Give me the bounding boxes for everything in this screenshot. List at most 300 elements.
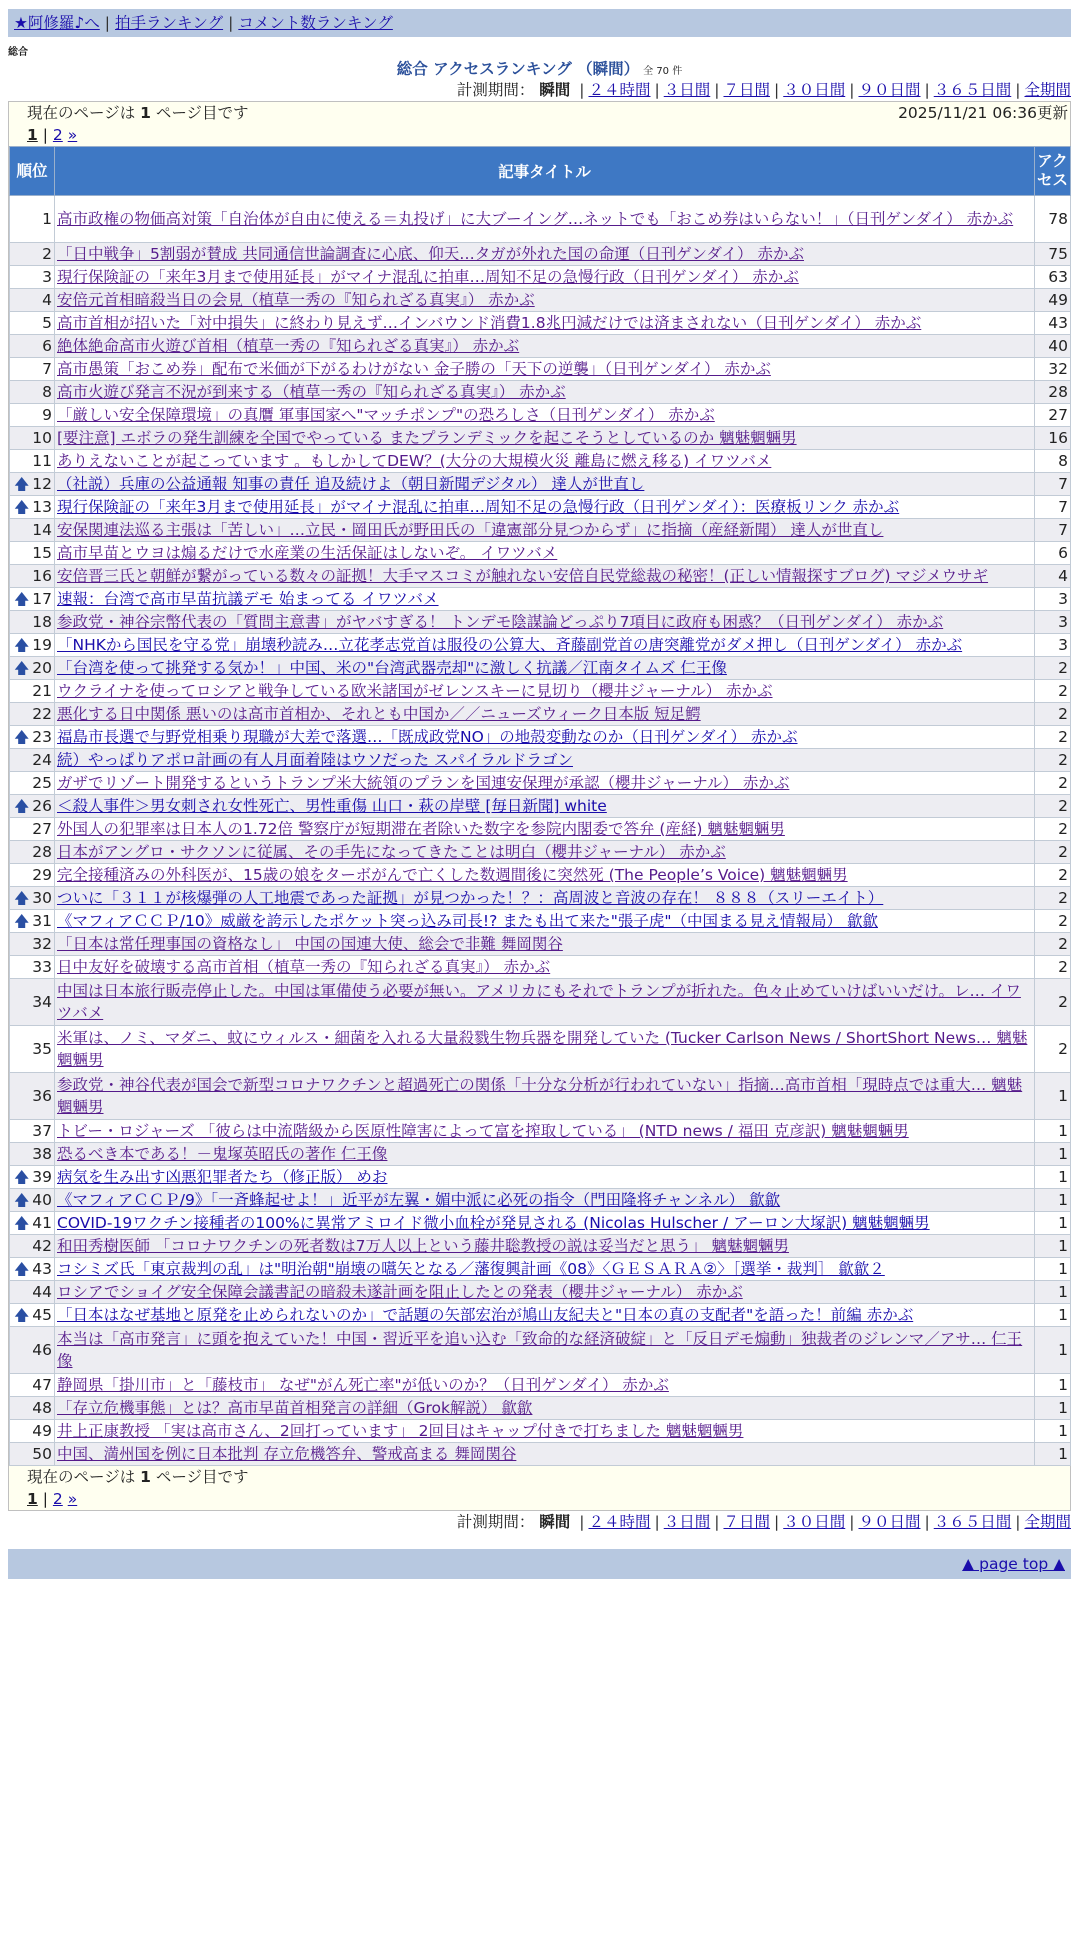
article-link[interactable]: 高市火遊び発言不況が到来する（植草一秀の『知られざる真実』） 赤かぶ [57, 383, 566, 401]
rank-cell [10, 496, 55, 519]
table-row [10, 496, 1071, 519]
title-cell [55, 841, 1035, 864]
rank-cell [10, 243, 55, 266]
table-row [10, 358, 1071, 381]
period-separator: | [654, 81, 660, 99]
article-link[interactable]: 「厳しい安全保障環境」の真贋 軍事国家へ"マッチポンプ"の恐ろしさ（日刊ゲンダイ） 赤かぶ [57, 406, 715, 424]
article-link[interactable]: 現行保険証の「来年3月まで使用延長」がマイナ混乱に拍車…周知不足の急慢行政（日刊ゲンダイ）：医療板リンク 赤かぶ [57, 498, 900, 516]
title-cell [55, 1281, 1035, 1304]
rank-number: 28 [32, 843, 52, 861]
rank-cell [10, 703, 55, 726]
table-row [10, 703, 1071, 726]
article-link[interactable]: 速報：台湾で高市早苗抗議デモ 始まってる イワツバメ [57, 590, 439, 608]
pager-next[interactable]: » [67, 126, 78, 144]
article-link[interactable]: 現行保険証の「来年3月まで使用延長」がマイナ混乱に拍車…周知不足の急慢行政（日刊ゲンダイ） 赤かぶ [57, 268, 799, 286]
period-selector-top [8, 79, 1071, 101]
rank-number: 3 [42, 268, 52, 286]
rank-number: 6 [42, 337, 52, 355]
access-count: 43 [1035, 312, 1071, 335]
pager-separator: | [42, 126, 48, 144]
rank-cell [10, 795, 55, 818]
access-count: 8 [1035, 450, 1071, 473]
rank-up-arrow-icon: 🡅 [14, 1306, 30, 1324]
title-cell [55, 1143, 1035, 1166]
access-count: 2 [1035, 979, 1071, 1026]
rank-cell [10, 335, 55, 358]
table-row [10, 1235, 1071, 1258]
rank-cell [10, 910, 55, 933]
article-link[interactable]: 外国人の犯罪率は日本人の1.72倍 警察庁が短期滞在者除いた数字を参院内閣委で答弁 (産経) 魑魅魍魎男 [57, 820, 785, 838]
table-row [10, 726, 1071, 749]
article-link[interactable]: ＜殺人事件＞男女刺され女性死亡、男性重傷 山口・萩の岸壁 [毎日新聞] white [57, 797, 607, 815]
title-cell [55, 1258, 1035, 1281]
ranking-table [9, 146, 1071, 1466]
period-separator: | [714, 1513, 720, 1531]
page-title: 総合 アクセスランキング （瞬間） [396, 60, 640, 78]
rank-cell [10, 611, 55, 634]
access-count: 3 [1035, 588, 1071, 611]
title-cell [55, 289, 1035, 312]
rank-cell [10, 588, 55, 611]
article-link[interactable]: 「日本は常任理事国の資格なし」 中国の国連大使、総会で非難 舞岡関谷 [57, 935, 563, 953]
period-separator: | [924, 81, 930, 99]
article-link[interactable]: 高市早苗とウヨは煽るだけで水産業の生活保証はしないぞ。 イワツバメ [57, 544, 558, 562]
access-count: 49 [1035, 289, 1071, 312]
rank-cell [10, 818, 55, 841]
article-link[interactable]: ありえないことが起こっています 。もしかしてDEW？(大分の大規模火災 離島に燃え移る) イワツバメ [57, 452, 772, 470]
access-count: 1 [1035, 1397, 1071, 1420]
access-count: 63 [1035, 266, 1071, 289]
rank-number: 31 [32, 912, 52, 930]
period-option-5[interactable]: ３６５日間 [933, 1513, 1012, 1531]
article-link[interactable]: 「日本はなぜ基地と原発を止められないのか」で話題の矢部宏治が鳩山友紀夫と"日本の真の支配者"を語った！前編 赤かぶ [57, 1306, 914, 1324]
table-row [10, 818, 1071, 841]
rank-number: 47 [32, 1376, 52, 1394]
rank-number: 49 [32, 1422, 52, 1440]
rank-number: 2 [42, 245, 52, 263]
title-cell [55, 588, 1035, 611]
period-option-5[interactable]: ３６５日間 [933, 81, 1012, 99]
article-link[interactable]: 高市首相が招いた「対中損失」に終わり見えず…インバウンド消費1.8兆円減だけでは済まされない（日刊ゲンダイ） 赤かぶ [57, 314, 922, 332]
table-row [10, 565, 1071, 588]
table-row [10, 864, 1071, 887]
rank-number: 37 [32, 1122, 52, 1140]
home-link[interactable]: ★阿修羅♪へ [14, 14, 100, 32]
table-row [10, 1143, 1071, 1166]
title-cell [55, 933, 1035, 956]
title-cell [55, 818, 1035, 841]
title-cell [55, 956, 1035, 979]
table-row [10, 312, 1071, 335]
rank-number: 25 [32, 774, 52, 792]
status-row [9, 102, 1070, 124]
rank-cell [10, 1212, 55, 1235]
title-cell [55, 772, 1035, 795]
col-rank-header [10, 147, 55, 196]
access-count: 2 [1035, 772, 1071, 795]
period-current: 瞬間 [539, 1513, 571, 1531]
period-separator: | [1015, 1513, 1021, 1531]
article-link[interactable]: 「存立危機事態」とは？高市早苗首相発言の詳細（Grok解説） 歙歙 [57, 1399, 533, 1417]
rank-number: 41 [32, 1214, 52, 1232]
access-count: 3 [1035, 634, 1071, 657]
article-link[interactable]: 《マフィアＣＣＰ/9》「一斉蜂起せよ！」近平が左翼・媚中派に必死の指令（門田隆将チャンネル） 歙歙 [57, 1191, 781, 1209]
title-cell [55, 795, 1035, 818]
title-cell [55, 1166, 1035, 1189]
rank-up-arrow-icon: 🡅 [14, 1191, 30, 1209]
status-row-bottom [9, 1466, 1070, 1488]
article-link[interactable]: 静岡県「掛川市」と「藤枝市」 なぜ"がん死亡率"が低いのか？（日刊ゲンダイ） 赤かぶ [57, 1376, 669, 1394]
rank-up-arrow-icon: 🡅 [14, 1168, 30, 1186]
access-count: 7 [1035, 473, 1071, 496]
access-count: 1 [1035, 1212, 1071, 1235]
access-count: 2 [1035, 910, 1071, 933]
period-selector-bottom [8, 1511, 1071, 1533]
title-cell [55, 887, 1035, 910]
period-option-0[interactable]: ２４時間 [588, 81, 651, 99]
rank-number: 23 [32, 728, 52, 746]
table-row [10, 841, 1071, 864]
article-link[interactable]: （社説）兵庫の公益通報 知事の責任 追及続けよ（朝日新聞デジタル） 達人が世直し [57, 475, 645, 493]
rank-up-arrow-icon: 🡅 [14, 659, 30, 677]
article-link[interactable]: 本当は「高市発言」に頭を抱えていた！中国・習近平を追い込む「致命的な経済破綻」と「反日デモ煽動」独裁者のジレンマ／アサ… 仁王像 [57, 1330, 1023, 1370]
pager-page-1[interactable]: 1 [27, 126, 38, 144]
article-link[interactable]: 恐るべき本である！－鬼塚英昭氏の著作 仁王像 [57, 1145, 388, 1163]
rank-cell [10, 450, 55, 473]
article-link[interactable]: [要注意] エボラの発生訓練を全国でやっている またプランデミックを起こそうとしているのか 魑魅魍魎男 [57, 429, 797, 447]
access-count: 28 [1035, 381, 1071, 404]
rank-up-arrow-icon: 🡅 [14, 797, 30, 815]
rank-number: 8 [42, 383, 52, 401]
rank-number: 20 [32, 659, 52, 677]
article-link[interactable]: 参政党・神谷宗幣代表の「質問主意書」がヤバすぎる！ トンデモ陰謀論どっぷり7項目に政府も困惑？（日刊ゲンダイ） 赤かぶ [57, 613, 944, 631]
total-count: 全 70 件 [643, 66, 683, 77]
title-cell [55, 427, 1035, 450]
rank-number: 50 [32, 1445, 52, 1463]
rank-up-arrow-icon: 🡅 [14, 498, 30, 516]
article-link[interactable]: コシミズ氏「東京裁判の乱」は"明治朝"崩壊の嚆矢となる／藩復興計画《08》〈ＧＥＳＡＲＡ②〉［選挙・裁判］ 歙歙２ [57, 1260, 885, 1278]
article-link[interactable]: 高市政権の物価高対策「自治体が自由に使える＝丸投げ」に大ブーイング…ネットでも「おこめ券はいらない！」（日刊ゲンダイ） 赤かぶ [57, 210, 1014, 228]
article-link[interactable]: ガザでリゾート開発するというトランプ米大統領のプランを国連安保理が承認（櫻井ジャーナル） 赤かぶ [57, 774, 790, 792]
pager-page-1[interactable]: 1 [27, 1490, 38, 1508]
access-count: 2 [1035, 749, 1071, 772]
rank-cell [10, 1374, 55, 1397]
access-count: 1 [1035, 1120, 1071, 1143]
rank-number: 7 [42, 360, 52, 378]
access-count: 2 [1035, 726, 1071, 749]
rank-number: 44 [32, 1283, 52, 1301]
rank-up-arrow-icon: 🡅 [14, 912, 30, 930]
table-row [10, 1327, 1071, 1374]
rank-number: 10 [32, 429, 52, 447]
ranking-body [10, 196, 1071, 1466]
article-link[interactable]: 米軍は、ノミ、マダニ、蚊にウィルス・細菌を入れる大量殺戮生物兵器を開発していた (Tucker Carlson News / ShortShort News… 魑魅魍魎男 [57, 1029, 1028, 1069]
table-row [10, 1374, 1071, 1397]
period-option-6[interactable]: 全期間 [1024, 1513, 1071, 1531]
rank-number: 39 [32, 1168, 52, 1186]
period-option-0[interactable]: ２４時間 [588, 1513, 651, 1531]
access-count: 1 [1035, 1258, 1071, 1281]
access-count: 27 [1035, 404, 1071, 427]
rank-number: 48 [32, 1399, 52, 1417]
table-row [10, 611, 1071, 634]
col-rank-label: 順位 [16, 161, 48, 180]
rank-cell [10, 1327, 55, 1374]
rank-cell [10, 657, 55, 680]
rank-number: 15 [32, 544, 52, 562]
table-row [10, 1258, 1071, 1281]
access-count: 2 [1035, 818, 1071, 841]
table-row [10, 289, 1071, 312]
rank-cell [10, 956, 55, 979]
title-cell [55, 312, 1035, 335]
title-cell [55, 450, 1035, 473]
access-count: 1 [1035, 1374, 1071, 1397]
rank-number: 32 [32, 935, 52, 953]
access-count: 78 [1035, 196, 1071, 243]
article-link[interactable]: 《マフィアＣＣＰ/10》威厳を誇示したポケット突っ込み司長!? またも出て来た"張子虎"（中国まる見え情報局） 歙歙 [57, 912, 878, 930]
nav-separator: | [228, 14, 234, 32]
title-cell [55, 611, 1035, 634]
period-option-1[interactable]: ３日間 [663, 81, 711, 99]
col-access-label: アクセス [1037, 152, 1069, 189]
table-row [10, 657, 1071, 680]
rank-up-arrow-icon: 🡅 [14, 889, 30, 907]
title-cell [55, 910, 1035, 933]
rank-number: 18 [32, 613, 52, 631]
status-suffix: ページ目です [150, 1468, 249, 1486]
rank-number: 34 [32, 993, 52, 1011]
article-link[interactable]: 「NHKから国民を守る党」崩壊秒読み…立花孝志党首は服役の公算大、斉藤副党首の唐突離党がダメ押し（日刊ゲンダイ） 赤かぶ [57, 636, 963, 654]
rank-cell [10, 427, 55, 450]
table-row [10, 196, 1071, 243]
title-cell [55, 680, 1035, 703]
period-separator: | [654, 1513, 660, 1531]
rank-cell [10, 1397, 55, 1420]
article-link[interactable]: トビー・ロジャーズ 「彼らは中流階級から医原性障害によって富を搾取している」 (NTD news / 福田 克彦訳) 魑魅魍魎男 [57, 1122, 909, 1140]
article-link[interactable]: 安倍元首相暗殺当日の会見（植草一秀の『知られざる真実』） 赤かぶ [57, 291, 535, 309]
rank-up-arrow-icon: 🡅 [14, 1214, 30, 1232]
rank-cell [10, 1120, 55, 1143]
access-count: 1 [1035, 1166, 1071, 1189]
article-link[interactable]: 続）やっぱりアポロ計画の有人月面着陸はウソだった スパイラルドラゴン [57, 751, 573, 769]
rank-cell [10, 726, 55, 749]
article-link[interactable]: 和田秀樹医師 「コロナワクチンの死者数は7万人以上という藤井聡教授の説は妥当だと思う」 魑魅魍魎男 [57, 1237, 789, 1255]
period-option-6[interactable]: 全期間 [1024, 81, 1071, 99]
rank-cell [10, 519, 55, 542]
status-page-number: 1 [140, 104, 151, 122]
article-link[interactable]: 安倍晋三氏と朝鮮が繋がっている数々の証拠！大手マスコミが触れない安倍自民党総裁の秘密！(正しい情報探すブログ) マジメウサギ [57, 567, 989, 585]
rank-number: 40 [32, 1191, 52, 1209]
rank-up-arrow-icon: 🡅 [14, 1260, 30, 1278]
title-cell [55, 196, 1035, 243]
article-link[interactable]: 日中友好を破壊する高市首相（植草一秀の『知られざる真実』） 赤かぶ [57, 958, 551, 976]
rank-up-arrow-icon: 🡅 [14, 475, 30, 493]
article-link[interactable]: ロシアでショイグ安全保障会議書記の暗殺未遂計画を阻止したとの発表（櫻井ジャーナル） 赤かぶ [57, 1283, 743, 1301]
access-count: 2 [1035, 864, 1071, 887]
rank-number: 46 [32, 1341, 52, 1359]
title-cell [55, 473, 1035, 496]
article-link[interactable]: 病気を生み出す凶悪犯罪者たち（修正版） めお [57, 1168, 388, 1186]
article-link[interactable]: 「台湾を使って挑発する気か！」中国、米の"台湾武器売却"に激しく抗議／江南タイムズ 仁王像 [57, 659, 727, 677]
rank-cell [10, 404, 55, 427]
section-label: 総合 [8, 47, 28, 58]
table-row [10, 1026, 1071, 1073]
rank-cell [10, 289, 55, 312]
title-cell [55, 243, 1035, 266]
current-page-text [27, 1466, 249, 1488]
comment-ranking-link[interactable]: コメント数ランキング [238, 14, 393, 32]
title-cell [55, 1026, 1035, 1073]
article-link[interactable]: ウクライナを使ってロシアと戦争している欧米諸国がゼレンスキーに見切り（櫻井ジャーナル） 赤かぶ [57, 682, 773, 700]
status-page-number: 1 [140, 1468, 151, 1486]
table-row [10, 266, 1071, 289]
col-access-header [1035, 147, 1071, 196]
article-link[interactable]: 中国は日本旅行販売停止した。中国は軍備使う必要が無い。アメリカにもそれでトランプが折れた。色々止めていけばいいだけ。レ… イワツバメ [57, 982, 1021, 1022]
rank-cell [10, 196, 55, 243]
rank-cell [10, 312, 55, 335]
access-count: 1 [1035, 1304, 1071, 1327]
page-top-link[interactable]: ▲ page top ▲ [962, 1555, 1065, 1573]
period-option-3[interactable]: ３０日間 [783, 81, 846, 99]
period-label: 計測期間： [456, 81, 535, 99]
pager-next[interactable]: » [67, 1490, 78, 1508]
pager-page-2[interactable]: 2 [52, 1490, 63, 1508]
title-cell [55, 634, 1035, 657]
table-row [10, 979, 1071, 1026]
access-count: 16 [1035, 427, 1071, 450]
rank-number: 9 [42, 406, 52, 424]
period-option-1[interactable]: ３日間 [663, 1513, 711, 1531]
title-cell [55, 657, 1035, 680]
pager-bottom [9, 1488, 1070, 1510]
rank-cell [10, 680, 55, 703]
pager-page-2[interactable]: 2 [52, 126, 63, 144]
table-row [10, 588, 1071, 611]
rank-cell [10, 887, 55, 910]
access-count: 2 [1035, 956, 1071, 979]
rank-cell [10, 1073, 55, 1120]
rank-number: 14 [32, 521, 52, 539]
table-row [10, 542, 1071, 565]
period-option-4[interactable]: ９０日間 [858, 81, 921, 99]
title-cell [55, 519, 1035, 542]
access-count: 2 [1035, 933, 1071, 956]
period-options [575, 1513, 1071, 1531]
article-link[interactable]: 高市愚策「おこめ券」配布で米価が下がるわけがない 金子勝の「天下の逆襲」（日刊ゲンダイ） 赤かぶ [57, 360, 771, 378]
period-separator: | [714, 81, 720, 99]
article-link[interactable]: ついに「３１１が核爆弾の人工地震であった証拠」が見つかった！？：高周波と音波の存在！ ８８８（スリーエイト） [57, 889, 884, 907]
article-link[interactable]: COVID-19ワクチン接種者の100%に異常アミロイド微小血栓が発見される (Nicolas Hulscher / アーロン大塚訳) 魑魅魍魎男 [57, 1214, 930, 1232]
access-count: 32 [1035, 358, 1071, 381]
table-row [10, 1073, 1071, 1120]
access-count: 2 [1035, 795, 1071, 818]
title-cell [55, 404, 1035, 427]
article-link[interactable]: 安保関連法巡る主張は「苦しい」…立民・岡田氏が野田氏の「違憲部分見つからず」に指摘（産経新聞） 達人が世直し [57, 521, 884, 539]
rank-cell [10, 381, 55, 404]
table-row [10, 427, 1071, 450]
table-row [10, 1304, 1071, 1327]
article-link[interactable]: 中国、満州国を例に日本批判 存立危機答弁、警戒高まる 舞岡関谷 [57, 1445, 517, 1463]
clap-ranking-link[interactable]: 拍手ランキング [115, 14, 224, 32]
access-count: 1 [1035, 1235, 1071, 1258]
title-cell [55, 749, 1035, 772]
title-cell [55, 1374, 1035, 1397]
page-title-row [8, 59, 1071, 79]
period-separator: | [849, 81, 855, 99]
article-link[interactable]: 絶体絶命高市火遊び首相（植草一秀の『知られざる真実』） 赤かぶ [57, 337, 520, 355]
table-row [10, 1189, 1071, 1212]
title-cell [55, 1120, 1035, 1143]
rank-cell [10, 1143, 55, 1166]
article-link[interactable]: 参政党・神谷代表が国会で新型コロナワクチンと超過死亡の関係「十分な分析が行われていない」指摘…高市首相「現時点では重大… 魑魅魍魎男 [57, 1076, 1023, 1116]
title-cell [55, 1235, 1035, 1258]
access-count: 6 [1035, 542, 1071, 565]
title-cell [55, 1327, 1035, 1374]
table-row [10, 910, 1071, 933]
title-cell [55, 1073, 1035, 1120]
access-count: 40 [1035, 335, 1071, 358]
access-count: 2 [1035, 657, 1071, 680]
article-link[interactable]: 日本がアングロ・サクソンに従属、その手先になってきたことは明白（櫻井ジャーナル） 赤かぶ [57, 843, 726, 861]
article-link[interactable]: 福島市長選で与野党相乗り現職が大差で落選…「既成政党NO」の地殻変動なのか（日刊ゲンダイ） 赤かぶ [57, 728, 798, 746]
period-option-2[interactable]: ７日間 [723, 81, 770, 99]
access-count: 2 [1035, 680, 1071, 703]
article-link[interactable]: 「日中戦争」5割弱が賛成 共同通信世論調査に心底、仰天…タガが外れた国の命運（日刊ゲンダイ） 赤かぶ [57, 245, 804, 263]
period-option-3[interactable]: ３０日間 [783, 1513, 846, 1531]
title-cell [55, 358, 1035, 381]
rank-cell [10, 565, 55, 588]
period-separator: | [579, 1513, 585, 1531]
table-row [10, 404, 1071, 427]
title-cell [55, 335, 1035, 358]
period-option-2[interactable]: ７日間 [723, 1513, 770, 1531]
table-row [10, 1397, 1071, 1420]
period-option-4[interactable]: ９０日間 [858, 1513, 921, 1531]
access-count: 7 [1035, 496, 1071, 519]
rank-cell [10, 542, 55, 565]
rank-cell [10, 933, 55, 956]
period-label: 計測期間： [456, 1513, 535, 1531]
article-link[interactable]: 井上正康教授 「実は高市さん、2回打っています」 2回目はキャップ付きで打ちました 魑魅魍魎男 [57, 1422, 744, 1440]
rank-number: 27 [32, 820, 52, 838]
period-separator: | [924, 1513, 930, 1531]
access-count: 1 [1035, 1189, 1071, 1212]
rank-number: 42 [32, 1237, 52, 1255]
rank-number: 12 [32, 475, 52, 493]
rank-number: 30 [32, 889, 52, 907]
rank-number: 11 [32, 452, 52, 470]
access-count: 1 [1035, 1073, 1071, 1120]
table-row [10, 1281, 1071, 1304]
table-row [10, 680, 1071, 703]
table-row [10, 772, 1071, 795]
article-link[interactable]: 悪化する日中関係 悪いのは高市首相か、それとも中国か／／ニューズウィーク日本版 短足鰐 [57, 705, 701, 723]
rank-cell [10, 1235, 55, 1258]
title-cell [55, 726, 1035, 749]
access-count: 1 [1035, 1443, 1071, 1466]
access-count: 1 [1035, 1420, 1071, 1443]
article-link[interactable]: 完全接種済みの外科医が、15歳の娘をターボがんで亡くした数週間後に突然死 (The People’s Voice) 魑魅魍魎男 [57, 866, 848, 884]
ranking-box [8, 101, 1071, 1511]
rank-cell [10, 979, 55, 1026]
rank-cell [10, 1026, 55, 1073]
rank-number: 36 [32, 1087, 52, 1105]
title-cell [55, 1212, 1035, 1235]
rank-cell [10, 864, 55, 887]
access-count: 2 [1035, 887, 1071, 910]
table-row [10, 634, 1071, 657]
